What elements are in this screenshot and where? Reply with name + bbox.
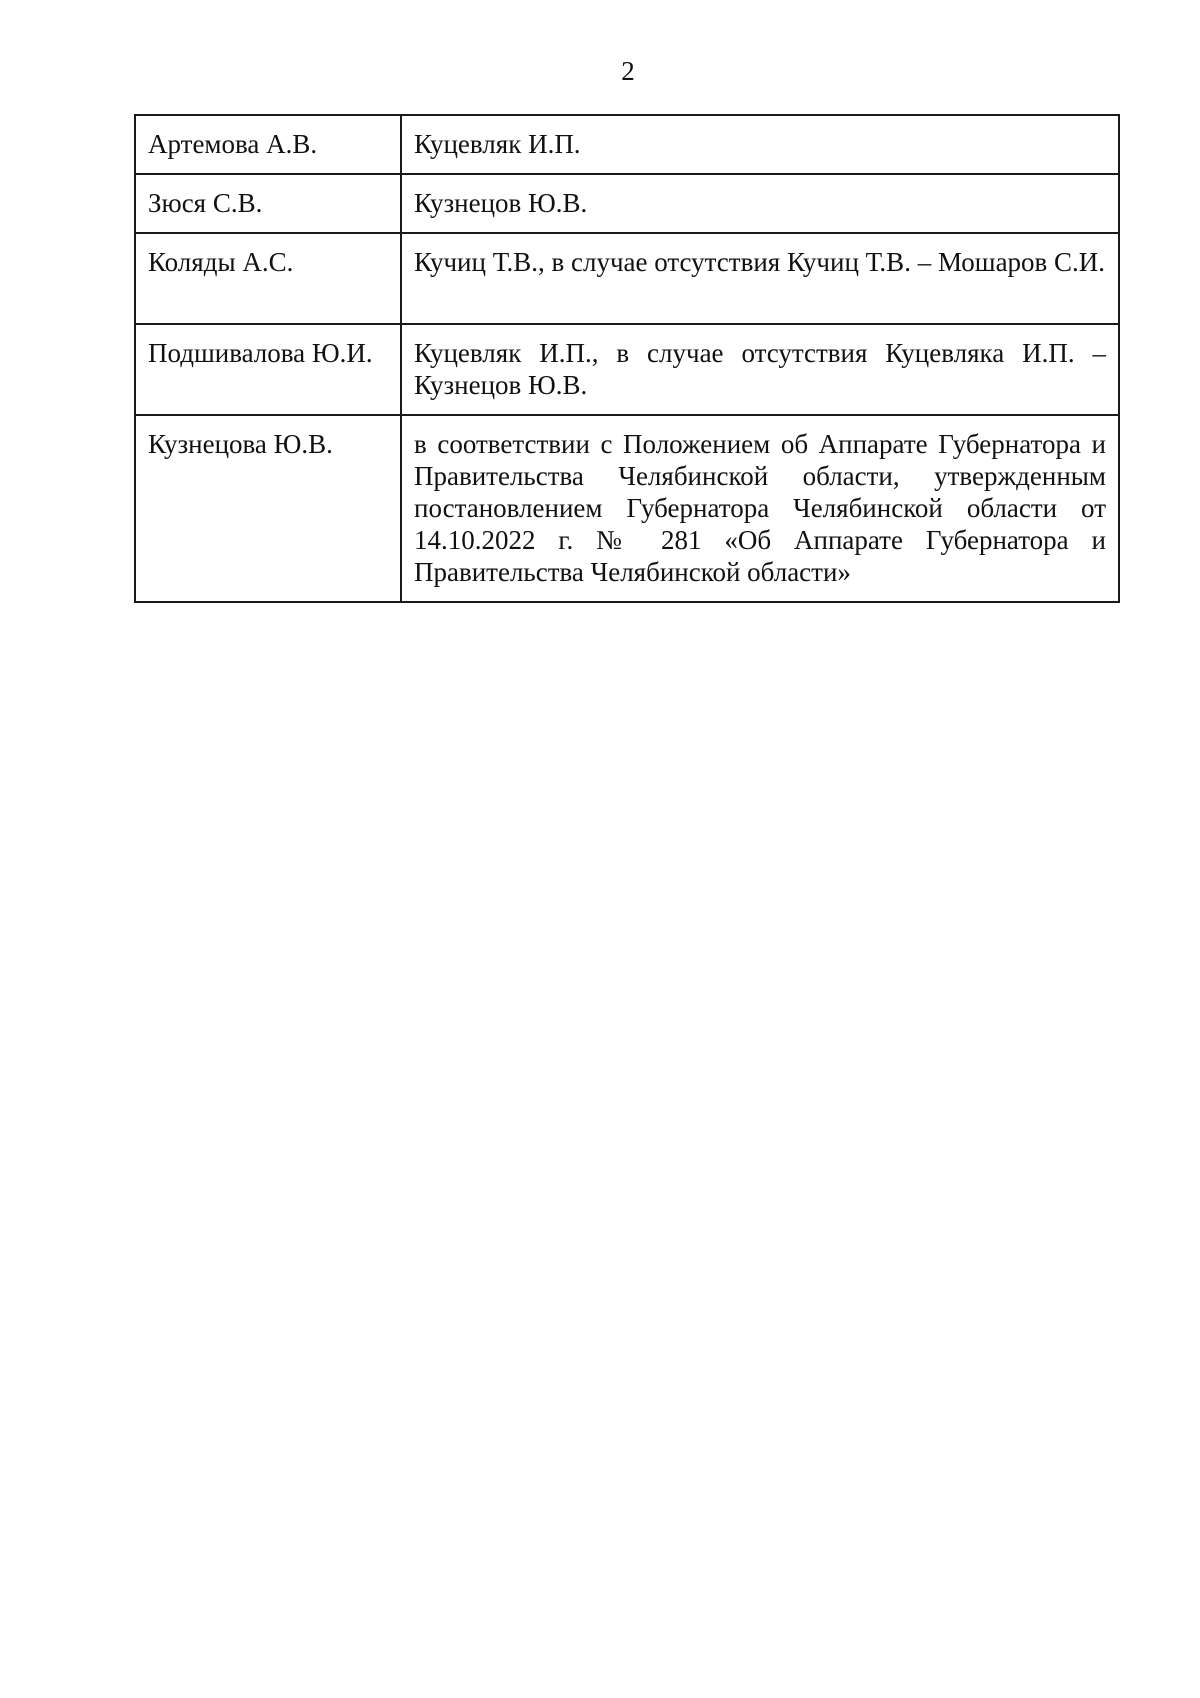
table-cell-name: Артемова А.В. xyxy=(135,115,401,174)
table-row xyxy=(135,174,1119,233)
table-row xyxy=(135,233,1119,324)
table-row xyxy=(135,115,1119,174)
table-cell-name: Кузнецова Ю.В. xyxy=(135,415,401,602)
page-number: 2 xyxy=(621,56,635,86)
table-row xyxy=(135,324,1119,415)
table-cell-substitute: Куцевляк И.П., в случае отсутствия Куцевляка И.П. – Кузнецов Ю.В. xyxy=(401,324,1119,415)
table-cell-substitute: Кузнецов Ю.В. xyxy=(401,174,1119,233)
table-cell-name: Подшивалова Ю.И. xyxy=(135,324,401,415)
table-cell-substitute: Кучиц Т.В., в случае отсутствия Кучиц Т.В. – Мошаров С.И. xyxy=(401,233,1119,324)
table-cell-substitute: Куцевляк И.П. xyxy=(401,115,1119,174)
table-cell-name: Зюся С.В. xyxy=(135,174,401,233)
table-cell-name: Коляды А.С. xyxy=(135,233,401,324)
table-cell-substitute: в соответствии с Положением об Аппарате Губернатора и Правительства Челябинской области, утвержденным постановлением Губернатора Челябинской области от 14.10.2022 г. № 281 «Об Аппарате Губернатора и Правительства Челябинской области» xyxy=(401,415,1119,602)
table-row xyxy=(135,415,1119,602)
substitution-table xyxy=(134,114,1120,603)
